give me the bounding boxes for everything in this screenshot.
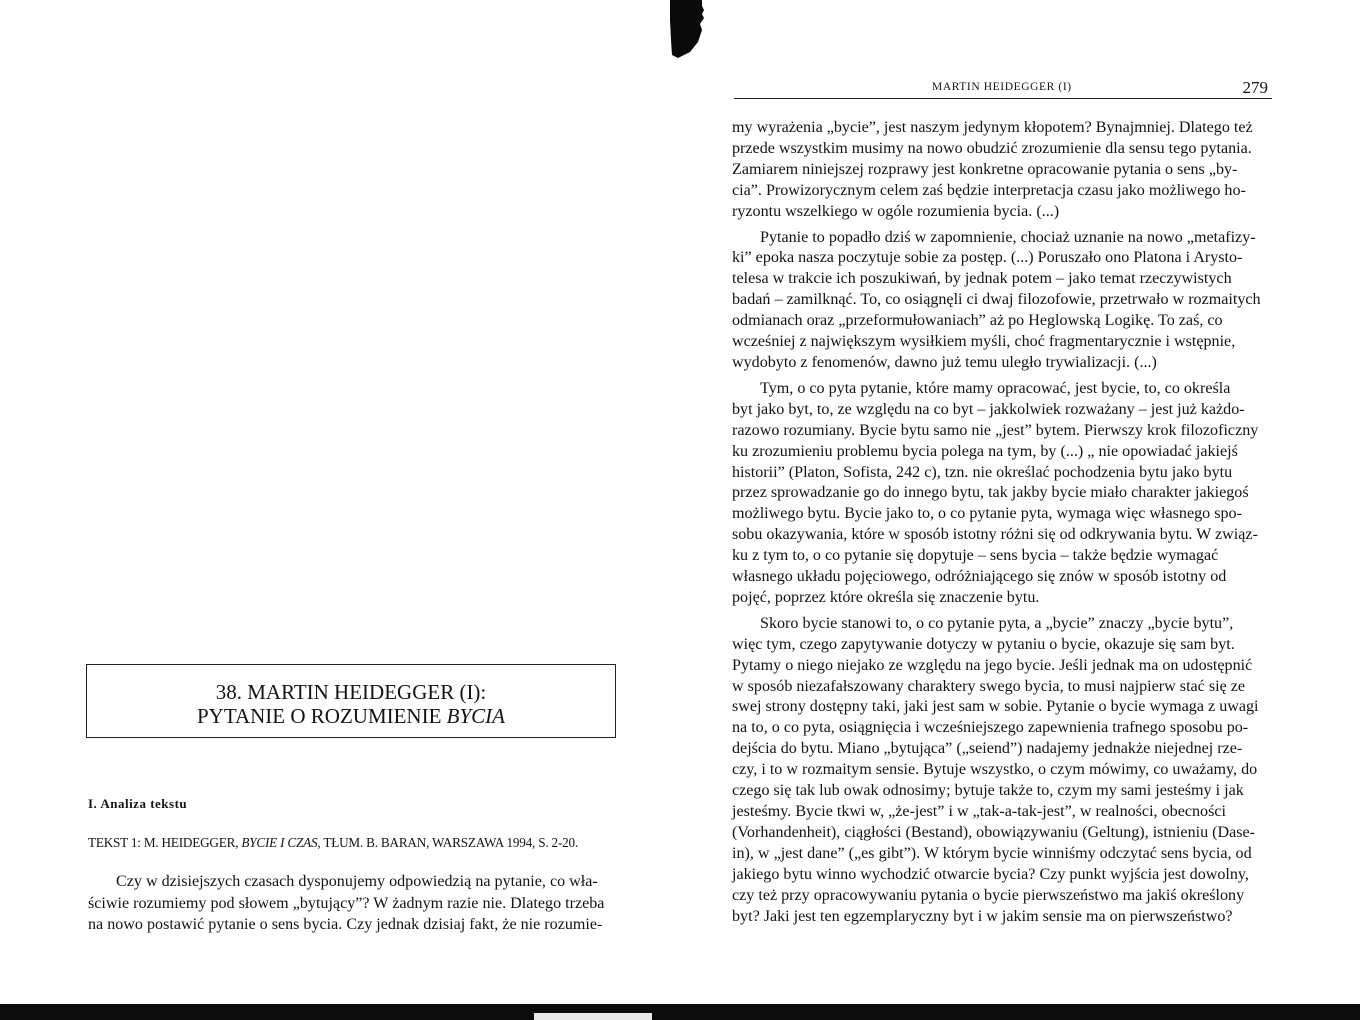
text-line: jesteśmy. Bycie tkwi w, „że-jest” i w „tak-a-tak-jest”, w realności, obecności [732,803,1226,820]
text-line: więc tym, czego zapytywanie dotyczy w pytaniu o bycie, okazuje się sam byt. [732,635,1235,653]
chapter-title-box [86,664,616,738]
left-page [84,0,624,1000]
text-line: badań – zamilknąć. To, co osiągnęli ci dwaj filozofowie, przetrwało w rozmaitych [732,291,1261,309]
text-line: przez sprowadzanie go do innego bytu, tak jakby bycie miało charakter jakiegoś [732,484,1249,502]
text-line: Czy w dzisiejszych czasach dysponujemy odpowiedzią na pytanie, co wła- [116,873,598,890]
text-line: historii” (Platon, Sofista, 242 c), tzn. nie określać pochodzenia bytu jako bytu [732,463,1233,481]
text-line: czego się tak lub owak odnosimy; bytuje także to, czym my sami jesteśmy i jak [732,782,1244,800]
text-line: cia”. Prowizorycznym celem zaś będzie interpretacja czasu jako możliwego ho- [732,181,1246,199]
right-body-text [732,118,1274,927]
source-book-title: BYCIE I CZAS [241,835,318,850]
text-line: telesa w trakcie ich poszukiwań, by jednak potem – jako temat rzeczywistych [732,270,1232,288]
binding-clip-shadow [668,0,708,60]
text-line: Pytanie to popadło dziś w zapomnienie, chociaż uznanie na nowo „metafizy- [760,228,1256,246]
running-title: MARTIN HEIDEGGER (I) [932,81,1072,93]
text-line: byt? Jaki jest ten egzemplaryczny byt i w jakim sensie ma on pierwszeństwo? [732,907,1233,925]
page-number: 279 [1242,78,1268,97]
text-line: Tym, o co pyta pytanie, które mamy opracować, jest bycie, to, co określa [760,379,1231,397]
chapter-title-line-1: 38. MARTIN HEIDEGGER (I): [215,680,487,704]
text-line: własnego układu pojęciowego, odróżniającego się znów w sposób istotny od [732,568,1227,586]
text-line: razowo rozumiany. Bycie bytu samo nie „jest” bytem. Pierwszy krok filozoficzny [732,421,1259,439]
text-line: in), w „jest dane” („es gibt”). W którym bycie winniśmy odczytać sens bycia, od [732,844,1252,862]
text-line: ryzontu wszelkiego w ogóle rozumienia bycia. (...) [732,202,1060,220]
scan-bottom-edge [0,1004,1360,1020]
chapter-title-prefix: PYTANIE O ROZUMIENIE [196,704,447,728]
chapter-title-italic: BYCIA [446,704,506,728]
source-prefix: TEKST 1: M. HEIDEGGER, [88,835,242,850]
right-page [734,0,1274,1000]
text-line: Pytamy o niego niejako ze względu na jego bycie. Jeśli jednak ma on udostępnić [732,656,1253,674]
text-line: Skoro bycie stanowi to, o co pytanie pyta, a „bycie” znaczy „bycie bytu”, [760,614,1234,632]
source-citation [88,835,578,851]
scan-bottom-label [534,1013,652,1020]
text-line: ściwie rozumiemy pod słowem „bytujący”? W żadnym razie nie. Dlatego trzeba [88,894,605,912]
text-line: przede wszystkim musimy na nowo obudzić zrozumienie dla sensu tego pytania. [732,139,1252,157]
text-line: sobu okazywania, które w sposób istotny różni się od odkrywania bytu. W związ- [732,526,1258,544]
section-heading: I. Analiza tekstu [88,796,188,811]
text-line: ki” epoka nasza poczytuje sobie za postęp. (...) Poruszało ono Platona i Arysto- [732,249,1243,267]
text-line: czy też przy opracowywaniu pytania o bycie pierwszeństwo ma jakiś określony [732,886,1245,904]
chapter-title-line-2 [87,704,615,728]
text-line: swej strony dostępny taki, jaki jest sam w sobie. Pytanie o bycie wymaga z uwagi [732,698,1259,716]
paragraph [732,228,1274,374]
paragraph [732,118,1274,223]
text-line: ku zrozumieniu problemu bycia polega na tym, by (...) „ nie opowiadać jakiejś [732,442,1238,460]
text-line: wydobyto z fenomenów, dawno już temu uległo trywializacji. (...) [732,353,1157,371]
text-line: na nowo postawić pytanie o sens bycia. Czy jednak dzisiaj fakt, że nie rozumie- [88,916,603,933]
text-line: jakiego bytu winno wychodzić otwarcie bycia? Czy punkt wyjścia jest dowolny, [732,865,1249,883]
text-line: czy, i to w rozmaitym sensie. Bytuje wszystko, o czym mówimy, co uważamy, do [732,761,1258,779]
text-line: Zamiarem niniejszej rozprawy jest konkretne opracowanie pytania o sens „by- [732,160,1238,178]
paragraph [732,379,1274,609]
text-line: (Vorhandenheit), ciągłości (Bestand), obowiązywaniu (Geltung), istnieniu (Dase- [732,823,1256,841]
text-line: możliwego bytu. Bycie jako to, o co pytanie pyta, wymaga więc własnego spo- [732,505,1242,523]
source-suffix: , TŁUM. B. BARAN, WARSZAWA 1994, S. 2-20. [317,835,579,850]
text-line: na to, o co pyta, osiągnięcia i wcześniejszego zapewnienia trafnego sposobu po- [732,719,1249,737]
text-line: pojęć, poprzez które określa się znaczenie bytu. [732,588,1040,606]
text-line: dejścia do bytu. Miano „bytująca” („seiend”) nadajemy jednakże niejednej rze- [732,740,1243,758]
text-line: odmianach oraz „przeformułowaniach” aż po Heglowską Logikę. To zaś, co [732,312,1223,330]
text-line: wcześniej z największym wysiłkiem myśli, choć fragmentarycznie i wstępnie, [732,333,1236,351]
paragraph [732,614,1274,928]
text-line: my wyrażenia „bycie”, jest naszym jedynym kłopotem? Bynajmniej. Dlatego też [732,119,1253,136]
text-line: byt jako byt, to, ze względu na co byt – jakkolwiek rozważany – jest już każdo- [732,400,1245,418]
text-line: w sposób niezafałszowany charaktery swego bycia, to musi najpierw stać się ze [732,677,1246,695]
left-body-text [88,871,624,936]
text-line: ku z tym to, o co pytanie się dopytuje – sens bycia – także będzie wymagać [732,547,1219,565]
running-header [734,76,1272,99]
